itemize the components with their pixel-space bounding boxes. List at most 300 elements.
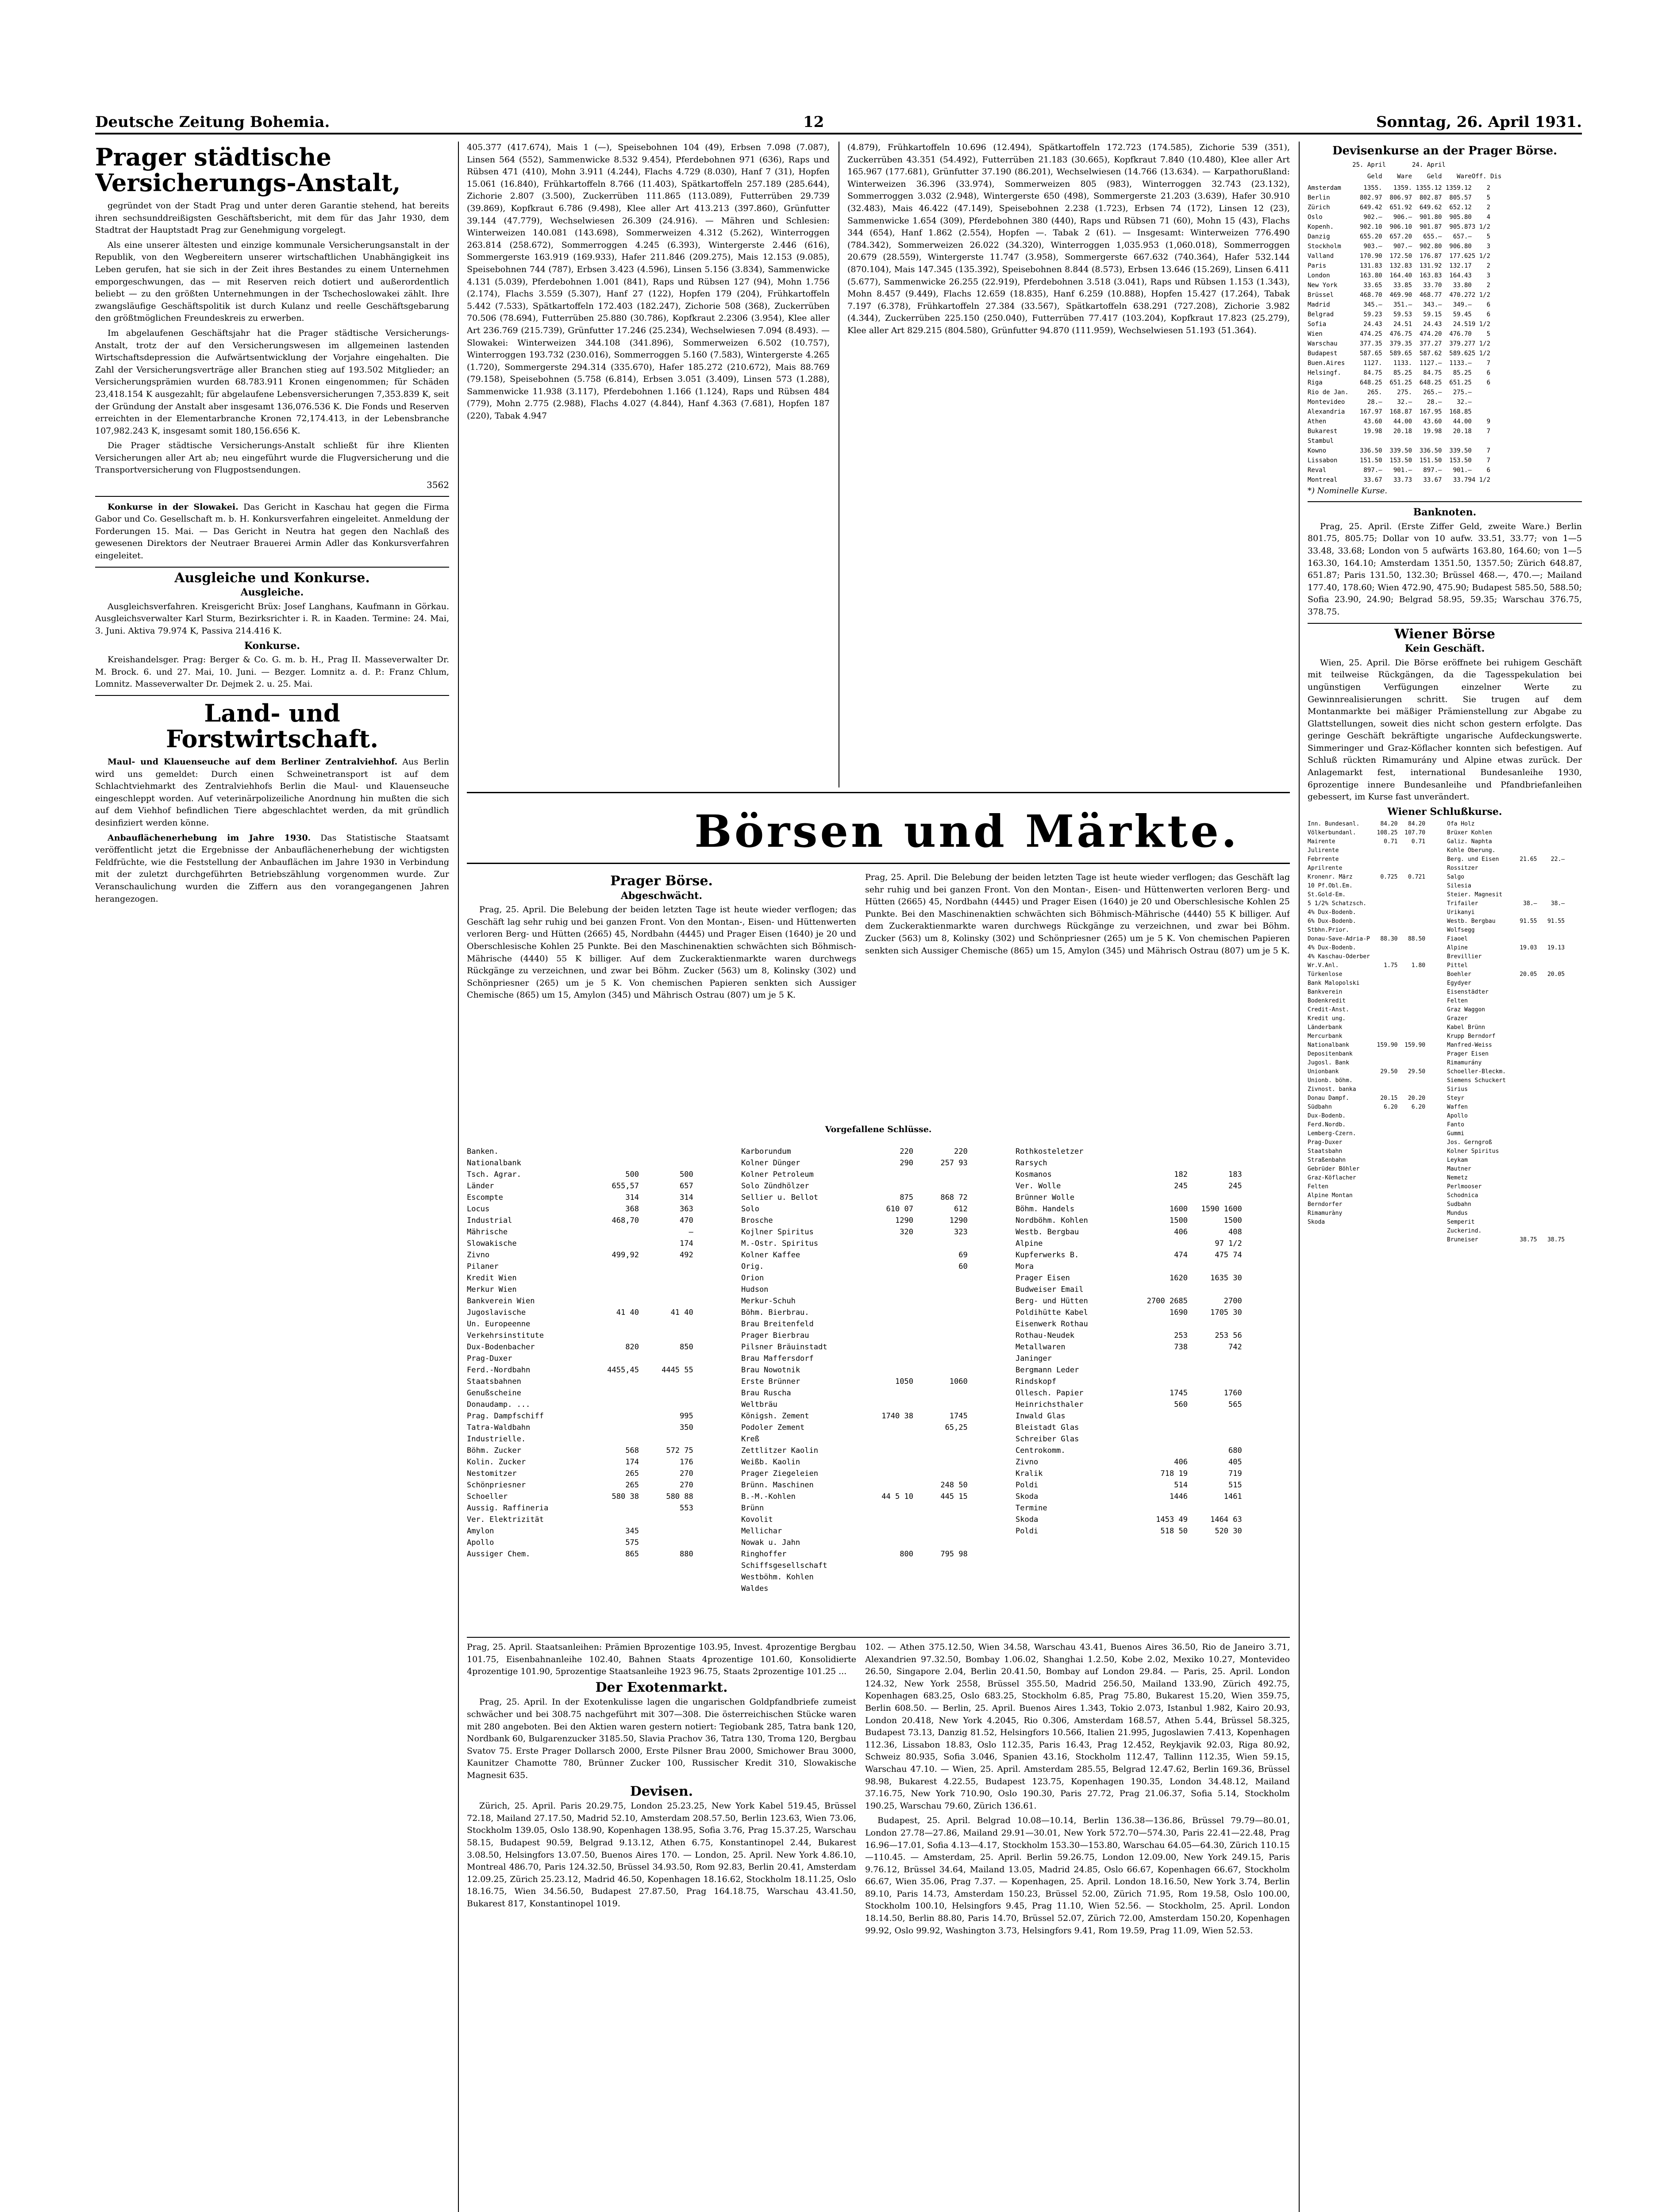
table-row: Lemberg-Czern. [1308, 1130, 1426, 1137]
table-row: Staatsbahn [1308, 1148, 1426, 1155]
table-row: 4% Kaschau-Oderber [1308, 953, 1426, 960]
table-row: 6% Dux-Bodenb. [1308, 918, 1426, 925]
prager-boerse-text-continued: Prag, 25. April. Die Belebung der beiden letzten Tage ist heute wieder verflogen; das Geschäft lag sehr ruhig und bei ganzen Front. Von den Montan-, Eisen- und Hüttenwerten verloren Berg- und Hütten (2665) 45, Nordbahn (4445) und Prager Eisen (1640) je 20 und Oberschlesische Kohlen 25 Punkte. Bei den Maschinenaktien schwächten sich Böhmisch-Mährische (4440) 55 K billiger. Auf dem Zuckeraktienmarkte waren durchwegs Rückgänge zu verzeichnen, und zwar bei Böhm. Zucker (563) um 8, Kolinsky (302) und Schönpriesner (265) um je 5 K. Von chemischen Papieren senkten sich Aussiger Chemische (865) um 15, Amylon (345) und Mährisch Ostrau (807) um je 5 K. [865, 872, 1290, 956]
table-row: Orion [741, 1274, 968, 1283]
table-row: Fanto [1447, 1121, 1565, 1129]
table-row: Ollesch. Papier 1745 1760 [1016, 1389, 1242, 1398]
table-row: Stambul [1308, 437, 1491, 445]
table-row: Aussiger Chem. 865 880 [467, 1550, 693, 1559]
table-row: Belgrad 59.23 59.53 59.15 59.45 6 [1308, 311, 1491, 318]
closing-table-industrials-2 [1016, 1146, 1290, 1632]
land-paragraph [95, 756, 449, 830]
wiener-schlusskurse-title: Wiener Schlußkurse. [1387, 806, 1502, 818]
banknoten-title: Banknoten. [1413, 507, 1477, 518]
table-row: Zürich 649.42 651.92 649.62 652.12 2 [1308, 204, 1491, 211]
table-row: Ferd.-Nordbahn 4455,45 4445 55 [467, 1366, 693, 1375]
table-row: Banken. [467, 1147, 693, 1156]
table-row: Böhm. Zucker 568 572 75 [467, 1446, 693, 1455]
divider [95, 567, 449, 568]
table-row: Pittel [1447, 962, 1565, 969]
table-row: Dux-Bodenb. [1308, 1113, 1426, 1120]
table-row: Sofia 24.43 24.51 24.43 24.519 1/2 [1308, 320, 1491, 328]
table-row: Ferd.Nordb. [1308, 1121, 1426, 1129]
table-row: Zivno 406 405 [1016, 1458, 1242, 1467]
table-row: Unionb. böhm. [1308, 1077, 1426, 1084]
table-row: Ver. Wolle 245 245 [1016, 1182, 1242, 1190]
table-row: Bodenkredit [1308, 998, 1426, 1005]
table-row: Helsingf. 84.75 85.25 84.75 85.25 6 [1308, 369, 1491, 376]
table-row: Alexandria 167.97 168.87 167.95 168.85 [1308, 408, 1491, 415]
boersen-maerkte-title: Börsen und Märkte. [694, 805, 1239, 857]
anbau-text: Das Statistische Staatsamt veröffentlicht jetzt die Ergebnisse der Anbauflächenerhebung der wichtigsten Feldfrüchte, wie die Feststellung der Anbauflächen im Jahre 1930 in Verbindung mit der zuletzt durchgeführten Betriebszählung vorgenommen wurde. Zur Veranschaulichung wurden die Ziffern aus den vorangegangenen Jahren herangezogen. [95, 833, 449, 904]
table-row: Länderbank [1308, 1024, 1426, 1031]
table-row: Poldihütte Kabel 1690 1705 30 [1016, 1308, 1242, 1317]
table-row: Urikanyi [1447, 909, 1565, 916]
table-row: Paris 131.83 132.83 131.92 132.17 2 [1308, 262, 1491, 269]
table-row: Schoeller-Bleckm. [1447, 1068, 1565, 1075]
table-row: Kolner Dünger 290 257 93 [741, 1159, 968, 1167]
wiener-boerse-subtitle: Kein Geschäft. [1404, 643, 1485, 655]
table-row: Ofa Holz [1447, 821, 1565, 828]
devisen-text: Zürich, 25. April. Paris 20.29.75, London 25.23.25, New York Kabel 519.45, Brüssel 72.18, Mailand 27.17.50, Madrid 52.10, Amsterdam 208.57.50, Berlin 123.63, Wien 73.06, Stockholm 139.05, Oslo 138.90, Kopenhagen 138.95, Sofia 3.76, Prag 15.37.25, Warschau 58.15, Budapest 90.59, Belgrad 9.13.12, Athen 6.75, Konstantinopel 2.44, Bukarest 3.08.50, Helsingfors 13.07.50, Buenos Aires 170. — London, 25. April. New York 4.86.10, Montreal 486.70, Paris 124.32.50, Brüssel 34.93.50, Rom 92.83, Berlin 20.41, Amsterdam 12.09.25, Zürich 25.23.12, Madrid 46.50, Kopenhagen 18.16.62, Stockholm 18.11.25, Oslo 18.16.75, Wien 34.56.50, Budapest 27.87.50, Prag 164.18.75, Warschau 43.41.50, Bukarest 817, Konstantinopel 1019. [467, 1801, 856, 1909]
table-row: Kolner Spiritus [1447, 1148, 1565, 1155]
header-date: Sonntag, 26. April 1931. [1376, 113, 1582, 131]
table-row: Zivno 499,92 492 [467, 1251, 693, 1260]
table-row: Merkur-Schuh [741, 1297, 968, 1306]
table-row: Rothkosteletzer [1016, 1147, 1242, 1156]
land-forst-title: Land- und Forstwirtschaft. [165, 699, 379, 753]
table-row: Kopenh. 902.10 906.10 901.87 905.873 1/2 [1308, 223, 1491, 230]
table-row: Termine [1016, 1504, 1242, 1513]
table-row: Bukarest 19.98 20.18 19.98 20.18 7 [1308, 427, 1491, 435]
ausgleiche-subtitle: Ausgleiche. [240, 587, 304, 599]
lower-left-column [467, 1641, 856, 2212]
table-row: Metallwaren 738 742 [1016, 1343, 1242, 1352]
article-title-versicherung: Prager städtische Versicherungs-Anstalt, [95, 143, 401, 197]
table-row: Mellichar [741, 1527, 968, 1536]
table-row: Bergmann Leder [1016, 1366, 1242, 1375]
table-row: Zuckerind. [1447, 1228, 1565, 1235]
table-row: 4% Dux-Bodenb. [1308, 945, 1426, 952]
column-2-top [467, 142, 830, 787]
table-row: Erste Brünner 1050 1060 [741, 1377, 968, 1386]
table-row: Febrrente [1308, 856, 1426, 863]
table-row: Nationalbank 159.90 159.90 [1308, 1042, 1426, 1049]
table-row: Jugoslavische 41 40 41 40 [467, 1308, 693, 1317]
table-row: Industrial 468,70 470 [467, 1216, 693, 1225]
table-row: Orig. 60 [741, 1262, 968, 1271]
table-row: Salgo [1447, 874, 1565, 881]
wiener-schlusskurse-tables [1308, 820, 1582, 1616]
table-row: Pilsner Bräuinstadt [741, 1343, 968, 1352]
table-row: Steyr [1447, 1095, 1565, 1102]
table-row: Solo Zündhölzer [741, 1182, 968, 1190]
table-row: Aussig. Raffineria 553 [467, 1504, 693, 1513]
table-row: Merkur Wien [467, 1285, 693, 1294]
table-row: Buen.Aires 1127. 1133. 1127.— 1133.— 7 [1308, 359, 1491, 367]
table-row: Brevillier [1447, 953, 1565, 960]
table-row: Jos. Gerngroß [1447, 1139, 1565, 1146]
table-row: Südbahn 6.20 6.20 [1308, 1104, 1426, 1111]
table-row: Weltbräu [741, 1400, 968, 1409]
table-row: Kronenr. März 0.725 0.721 [1308, 874, 1426, 881]
table-row: Fiaoel [1447, 936, 1565, 943]
paragraph: Im abgelaufenen Geschäftsjahr hat die Prager städtische Versicherungs-Anstalt, trotz der auf den Versicherungswesen im allgemeinen lastenden Wirtschaftsdepression die Aufwärtsentwicklung der Vorjahre eingehalten. Die Zahl der Versicherungsverträge aller Branchen stieg auf 193.502 Mitglieder; an Versicherungsprämien wurden 68.783.911 Kronen eingenommen; für Schäden 23,418.154 K ausgezahlt; für abgelaufene Lebensversicherungen 7,353.839 K, seit der Gründung der Anstalt aber insgesamt 136,076.536 K. Die Fonds und Reserven erreichten in der Elementarbranche Kronen 72,174.413, in der Lebensbranche 107,982.243 K, insgesamt somit 180,156.656 K. [95, 328, 449, 436]
table-row: Dux-Bodenbacher 820 850 [467, 1343, 693, 1352]
table-row: Jugosl. Bank [1308, 1060, 1426, 1067]
table-row: Athen 43.60 44.00 43.60 44.00 9 [1308, 418, 1491, 425]
table-row: Rindskopf [1016, 1377, 1242, 1386]
table-row: 4% Dux-Bodenb. [1308, 909, 1426, 916]
table-row: Inn. Bundesanl. 84.20 84.20 [1308, 821, 1426, 828]
table-row: Zettlitzer Kaolin [741, 1446, 968, 1455]
table-row: Bruneiser 38.75 38.75 [1447, 1237, 1565, 1244]
devisenkurse-date-row: 25. April 24. April [1308, 161, 1472, 169]
table-row: Pilaner [467, 1262, 693, 1271]
table-row: Mährische — [467, 1228, 693, 1237]
section-rule [467, 792, 1290, 793]
table-row: Julirente [1308, 847, 1426, 854]
table-row: Alpine Montan [1308, 1192, 1426, 1199]
table-row: Sirius [1447, 1086, 1565, 1093]
table-row: Brünn. Maschinen 248 50 [741, 1481, 968, 1490]
table-row: Hudson [741, 1285, 968, 1294]
table-row: Siemens Schuckert [1447, 1077, 1565, 1084]
table-row: Aprilrente [1308, 865, 1426, 872]
table-row: Westböhm. Kohlen [741, 1573, 968, 1582]
column-1 [95, 142, 449, 2212]
table-row: Völkerbundanl. 108.25 107.70 [1308, 830, 1426, 837]
table-row: Rossitzer [1447, 865, 1565, 872]
table-row: Prager Ziegeleien [741, 1469, 968, 1478]
table-row: Un. Europeenne [467, 1320, 693, 1329]
table-row: Felten [1308, 1183, 1426, 1190]
newspaper-page [95, 111, 1582, 2212]
table-row: Reval 897.— 901.— 897.— 901.— 6 [1308, 466, 1491, 474]
land-subtitle: Maul- und Klauenseuche auf dem Berliner Zentralviehhof. [108, 757, 398, 767]
right-column [1308, 142, 1582, 2212]
table-row: Inwald Glas [1016, 1412, 1242, 1421]
table-row: Donau-Save-Adria-P 88.30 88.50 [1308, 936, 1426, 943]
ausgleiche-text: Ausgleichsverfahren. Kreisgericht Brüx: Josef Langhans, Kaufmann in Görkau. Ausgleichsverwalter Karl Sturm, Bezirksrichter i. R. in Kaaden. Termine: 24. Mai, 3. Juni. Aktiva 79.974 K, Passiva 214.416 K. [95, 601, 449, 636]
konkurse-subtitle: Konkurse. [244, 640, 300, 652]
table-row: Kowno 336.50 339.50 336.50 339.50 7 [1308, 447, 1491, 454]
table-row: Oslo 902.— 906.— 901.80 905.80 4 [1308, 213, 1491, 221]
table-row: Egydyer [1447, 980, 1565, 987]
table-row: Westb. Bergbau 91.55 91.55 [1447, 918, 1565, 925]
table-row: Kolner Petroleum [741, 1170, 968, 1179]
table-row: Nowak u. Jahn [741, 1538, 968, 1547]
table-row: Manfred-Weiss [1447, 1042, 1565, 1049]
table-row: Karborundum 220 220 [741, 1147, 968, 1156]
table-row: Amsterdam 1355. 1359. 1355.12 1359.12 2 [1308, 184, 1491, 192]
table-row: Brau Maffersdorf [741, 1354, 968, 1363]
table-row: Berlin 802.97 806.97 802.87 805.57 5 [1308, 194, 1491, 201]
divider [1308, 623, 1582, 624]
table-row: Skoda [1308, 1219, 1426, 1226]
table-row: Mautner [1447, 1166, 1565, 1173]
table-row: Krupp Berndorf [1447, 1033, 1565, 1040]
anbau-title: Anbauflächenerhebung im Jahre 1930. [108, 833, 311, 843]
table-row: Donau Dampf. 20.15 20.20 [1308, 1095, 1426, 1102]
table-row: Eisenstädter [1447, 989, 1565, 996]
table-row: Felten [1447, 998, 1565, 1005]
devisenkurse-title: Devisenkurse an der Prager Börse. [1332, 144, 1558, 157]
lower-right-column [865, 1641, 1290, 2212]
schluesse-title: Vorgefallene Schlüsse. [825, 1125, 932, 1134]
table-row: Alpine 19.03 19.13 [1447, 945, 1565, 952]
table-row: Tatra-Waldbahn 350 [467, 1423, 693, 1432]
table-row: Waldes [741, 1584, 968, 1593]
signoff-number: 3562 [427, 480, 449, 491]
table-row: Mora [1016, 1262, 1242, 1271]
table-row: Boehler 20.05 20.05 [1447, 971, 1565, 978]
wien-table-left [1308, 820, 1443, 1227]
column-3-top [847, 142, 1290, 787]
table-row: Montevideo 28.— 32.— 28.— 32.— [1308, 398, 1491, 406]
divider [1308, 501, 1582, 502]
table-row: Rothau-Neudek 253 253 56 [1016, 1331, 1242, 1340]
divider [95, 695, 449, 696]
wien-table-right [1447, 820, 1582, 1244]
column-rule [458, 142, 459, 2212]
table-row: Locus 368 363 [467, 1205, 693, 1214]
prager-boerse-article [467, 872, 856, 1119]
table-row: Brüssel 468.70 469.90 468.77 470.272 1/2 [1308, 291, 1491, 299]
table-row: Mairente 0.71 0.71 [1308, 838, 1426, 845]
wiener-boerse-text: Wien, 25. April. Die Börse eröffnete bei ruhigem Geschäft mit teilweise Rückgängen, da die Tagesspekulation bei ungünstigen Verfügungen einzelner Werte zu Gewinnrealisierungen schritt. Sie trugen auf dem Montanmarkte bei mäßiger Prämienstellung zur Abgabe zu Glattstellungen, soweit dies nicht schon gestern erfolgte. Das geringe Geschäft bekräftigte ungarische Aufdeckungswerte. Simmeringer und Graz-Köflacher konnten sich befestigen. Auf Schluß rückten Rimamurány und Alpine etwas zurück. Der Anlagemarkt fest, international Bundesanleihe 1930, 6prozentige innere Bundesanleihe und Pfandbriefanleihen gebessert, im Kurse fast unverändert. [1308, 657, 1582, 802]
table-row: Schiffsgesellschaft [741, 1561, 968, 1570]
table-row: Nemetz [1447, 1175, 1565, 1182]
table-row: London 163.80 164.40 163.83 164.43 3 [1308, 272, 1491, 279]
schluesse-heading [467, 1124, 1290, 1141]
table-row: Brau Ruscha [741, 1389, 968, 1398]
table-row: Mundus [1447, 1210, 1565, 1217]
table-row: Apollo 575 [467, 1538, 693, 1547]
table-row: Stockholm 903.— 907.— 902.80 906.80 3 [1308, 242, 1491, 250]
section-rule [467, 863, 1290, 864]
wiener-boerse-title: Wiener Börse [1394, 626, 1495, 642]
table-row: Warschau 377.35 379.35 377.27 379.277 1/2 [1308, 340, 1491, 347]
konkurse-slowakei-text: Das Gericht in Kaschau hat gegen die Firma Gabor und Co. Gesellschaft m. b. H. Konkursverfahren eingeleitet. Anmeldung der Forderungen 15. Mai. — Das Gericht in Neutra hat gegen den Nachlaß des gewesenen Direktors der Neutraer Brauerei Armin Adler das Konkursverfahren eingeleitet. [95, 502, 449, 561]
table-row: Slowakische 174 [467, 1239, 693, 1248]
table-row: Silesia [1447, 883, 1565, 890]
table-row: Westb. Bergbau 406 408 [1016, 1228, 1242, 1237]
exotenmarkt-title: Der Exotenmarkt. [595, 1679, 728, 1695]
table-row: Nationalbank [467, 1159, 693, 1167]
table-row: Poldi 518 50 520 30 [1016, 1527, 1242, 1536]
table-row: Böhm. Bierbrau. [741, 1308, 968, 1317]
table-row: Graz-Köflacher [1308, 1175, 1426, 1182]
table-row: Madrid 345.— 351.— 343.— 349.— 6 [1308, 301, 1491, 308]
table-row: Grazer [1447, 1015, 1565, 1022]
table-row: Montreal 33.67 33.73 33.67 33.794 1/2 [1308, 476, 1491, 484]
table-row: Graz Waggon [1447, 1006, 1565, 1014]
exotenmarkt-text: Prag, 25. April. In der Exotenkulisse lagen die ungarischen Goldpfandbriefe zumeist schwächer und bei 308.75 nachgeführt mit 307—308. Die österreichischen Stücke waren mit 280 angeboten. Bei den Aktien waren gestern notiert: Tegiobank 285, Tatra bank 120, Nordbank 60, Bulgarenzucker 3185.50, Slavia Prachov 36, Tatra 130, Troma 120, Bergbau Svatov 75. Erste Prager Dollarsch 2000, Erste Pilsner Brau 2000, Smichower Brau 3000, Kaunitzer Chamotte 780, Brünner Zucker 100, Russischer Kredit 310, Slowakische Magnesit 635. [467, 1697, 856, 1780]
table-row: Galiz. Naphta [1447, 838, 1565, 845]
table-row: Nestomitzer 265 270 [467, 1469, 693, 1478]
table-row: Schodnica [1447, 1192, 1565, 1199]
table-row: Böhm. Handels 1600 1590 1600 [1016, 1205, 1242, 1214]
table-row: Prag. Dampfschiff 995 [467, 1412, 693, 1421]
table-row: Berg- und Hütten 2700 2685 2700 [1016, 1297, 1242, 1306]
table-row: Stbhn.Prior. [1308, 927, 1426, 934]
table-row: Brünn [741, 1504, 968, 1513]
table-row: Brüxer Kohlen [1447, 830, 1565, 837]
table-row: Budapest 587.65 589.65 587.62 589.625 1/2 [1308, 349, 1491, 357]
table-row: Zivnost. banka [1308, 1086, 1426, 1093]
table-row: Solo 610 07 612 [741, 1205, 968, 1214]
table-row: Bleistadt Glas [1016, 1423, 1242, 1432]
table-row: Depositenbank [1308, 1051, 1426, 1058]
table-row: Brau Nowotnik [741, 1366, 968, 1375]
table-row: Prag-Duxer [467, 1354, 693, 1363]
table-row: Nordböhm. Kohlen 1500 1500 [1016, 1216, 1242, 1225]
page-header [95, 111, 1582, 134]
anbau-figures-2: (4.879), Frühkartoffeln 10.696 (12.494), Spätkartoffeln 172.723 (174.585), Zichorie 539 (351), Zuckerrüben 43.351 (54.492), Futterrüben 21.183 (30.665), Kopfkraut 7.840 (10.480), Klee aller Art 165.967 (177.681), Grünfutter 37.190 (86.201), Wechselwiesen (14.766 (13.634). — Karpathorußland: Winterweizen 36.396 (33.974), Sommerweizen 805 (983), Winterroggen 32.743 (23.132), Sommerroggen 3.032 (2.948), Wintergerste 650 (498), Sommergerste 21.203 (3.639), Hafer 30.910 (32.483), Mais 46.422 (47.149), Speisebohnen 2.238 (1.723), Erbsen 74 (172), Linsen 12 (23), Sammenwicke 1.654 (309), Pferdebohnen 380 (440), Raps und Rübsen 71 (60), Mohn 15 (43), Flachs 344 (654), Hanf 1.862 (2.554), Hopfen —. Tabak 2 (61). — Insgesamt: Winterweizen 776.490 (784.342), Sommerweizen 26.022 (34.320), Winterroggen 1,035.953 (1,060.018), Sommerroggen 20.679 (28.559), Wintergerste 11.747 (3.958), Sommergerste 667.632 (740.364), Hafer 532.144 (870.104), Mais 147.345 (135.392), Speisebohnen 8.844 (8.573), Erbsen 13.646 (15.269), Linsen 6.411 (5.677), Sammenwicke 26.255 (22.919), Pferdebohnen 3.518 (3.041), Raps und Rübsen 1.153 (1.343), Mohn 8.457 (9.449), Flachs 12.659 (18.835), Hanf 6.259 (10.888), Hopfen 15.427 (17.264), Tabak 7.197 (6.378), Frühkartoffeln 27.384 (33.567), Spätkartoffeln 638.291 (727.208), Zichorie 3.982 (4.344), Zuckerrüben 225.150 (250.040), Futterrüben 77.417 (103.204), Kopfkraut 17.823 (25.279), Klee aller Art 829.215 (804.580), Grünfutter 94.870 (111.959), Wechselwiesen 51.193 (51.364). [847, 142, 1290, 335]
table-row: Mercurbank [1308, 1033, 1426, 1040]
table-row: Unionbank 29.50 29.50 [1308, 1068, 1426, 1075]
table-row: Wr.V.Anl. 1.75 1.80 [1308, 962, 1426, 969]
table-row: Rarsych [1016, 1159, 1242, 1167]
table-row: Kolin. Zucker 174 176 [467, 1458, 693, 1467]
staatsanleihen-text: Prag, 25. April. Staatsanleihen: Prämien Bprozentige 103.95, Invest. 4prozentige Bergbau 101.75, Eisenbahnanleihe 102.40, Bahnen Staats 4prozentige 101.60, Konsolidierte 4prozentige 101.90, 5prozentige Staatsanleihe 1923 96.75, Staats 2prozentige 101.25 ... [467, 1642, 856, 1677]
table-row: Kredit ung. [1308, 1015, 1426, 1022]
table-row: Gummi [1447, 1130, 1565, 1137]
anbau-paragraph [95, 832, 449, 906]
devisen-title: Devisen. [630, 1783, 693, 1799]
table-row: Industrielle. [467, 1435, 693, 1444]
table-row: Valland 170.90 172.50 176.87 177.625 1/2 [1308, 252, 1491, 260]
table-row: Berndorfer [1308, 1201, 1426, 1208]
devisenkurse-table [1308, 160, 1582, 485]
table-row: Escompte 314 314 [467, 1193, 693, 1202]
table-row: Ringhoffer 800 795 98 [741, 1550, 968, 1559]
table-row: Donaudamp. ... [467, 1400, 693, 1409]
table-row: Kabel Brünn [1447, 1024, 1565, 1031]
table-row: St.Gold-Em. [1308, 891, 1426, 899]
header-page-number: 12 [803, 113, 824, 131]
devisenkurse-column-headers: Geld Ware Geld WareOff. Dis [1308, 173, 1502, 180]
table-row: Schoeller 580 38 580 88 [467, 1492, 693, 1501]
table-row: B.-M.-Kohlen 44 5 10 445 15 [741, 1492, 968, 1501]
prager-boerse-continued [865, 872, 1290, 1119]
table-row: 5 1/2% Schatzsch. [1308, 900, 1426, 907]
table-row: Amylon 345 [467, 1527, 693, 1536]
prager-boerse-text: Prag, 25. April. Die Belebung der beiden letzten Tage ist heute wieder verflogen; das Geschäft lag sehr ruhig und bei ganzen Front. Von den Montan-, Eisen- und Hüttenwerten verloren Berg- und Hütten (2665) 45, Nordbahn (4445) und Prager Eisen (1640) je 20 und Oberschlesische Kohlen 25 Punkte. Bei den Maschinenaktien schwächten sich Böhmisch-Mährische (4440) 55 K billiger. Auf dem Zuckeraktienmarkte waren durchwegs Rückgänge zu verzeichnen, und zwar bei Böhm. Zucker (563) um 8, Kolinsky (302) und Schönpriesner (265) um je 5 K. Von chemischen Papieren senkten sich Aussiger Chemische (865) um 15, Amylon (345) und Mährisch Ostrau (807) um je 5 K. [467, 905, 856, 1000]
table-row: Skoda 1453 49 1464 63 [1016, 1515, 1242, 1524]
table-row: Weißb. Kaolin [741, 1458, 968, 1467]
table-row: Rimamuràny [1308, 1210, 1426, 1217]
table-row: Prag-Duxer [1308, 1139, 1426, 1146]
table-row: Brünner Wolle [1016, 1193, 1242, 1202]
table-row: Königsh. Zement 1740 38 1745 [741, 1412, 968, 1421]
table-row: Podoler Zement 65,25 [741, 1423, 968, 1432]
table-row: Skoda 1446 1461 [1016, 1492, 1242, 1501]
table-row: Schönpriesner 265 270 [467, 1481, 693, 1490]
table-row: Kupferwerks B. 474 475 74 [1016, 1251, 1242, 1260]
prager-boerse-title: Prager Börse. [610, 873, 713, 889]
table-row: Sellier u. Bellot 875 868 72 [741, 1193, 968, 1202]
konkurse-text: Kreishandelsger. Prag: Berger & Co. G. m. b. H., Prag II. Masseverwalter Dr. M. Brock. 6. und 27. Mai, 10. Juni. — Bezger. Lomnitz a. d. P.: Franz Chlum, Lomnitz. Masseverwalter Dr. Dejmek 2. u. 25. Mai. [95, 655, 449, 689]
table-row: Centrokomm. 680 [1016, 1446, 1242, 1455]
table-row: Prager Eisen 1620 1635 30 [1016, 1274, 1242, 1283]
table-row: 10 Pf.Obl.Em. [1308, 883, 1426, 890]
table-row: New York 33.65 33.85 33.70 33.80 2 [1308, 281, 1491, 289]
land-text: Aus Berlin wird uns gemeldet: Durch einen Schweinetransport ist auf dem Schlachtviehmarkt des Zentralviehhofs Berlin die Maul- und Klauenseuche eingeschleppt worden. Auf veterinärpolizeiliche Anordnung hin mußten die sich auf dem Viehhof befindlichen Tiere abgeschlachtet werden, da mit gründlich desinfiziert werden könne. [95, 757, 449, 828]
table-row: Kovolit [741, 1515, 968, 1524]
table-row: Ver. Elektrizität [467, 1515, 693, 1524]
header-newspaper-name: Deutsche Zeitung Bohemia. [95, 113, 330, 131]
table-row: Kolner Kaffee 69 [741, 1251, 968, 1260]
closing-table-banks [467, 1146, 732, 1632]
table-row: Prager Bierbrau [741, 1331, 968, 1340]
table-row: Trifailer 38.— 38.— [1447, 900, 1565, 907]
table-row: Staatsbahnen [467, 1377, 693, 1386]
ausgleiche-title: Ausgleiche und Konkurse. [174, 570, 370, 586]
table-row: Brosche 1290 1290 [741, 1216, 968, 1225]
table-row: Lissabon 151.50 153.50 151.50 153.50 7 [1308, 457, 1491, 464]
table-row: Straßenbahn [1308, 1157, 1426, 1164]
table-row: Türkenlose [1308, 971, 1426, 978]
table-row: Schreiber Glas [1016, 1435, 1242, 1444]
table-row: Kreß [741, 1435, 968, 1444]
table-row: Bankverein [1308, 989, 1426, 996]
table-row: Waffen [1447, 1104, 1565, 1111]
table-row: Bank Malopolski [1308, 980, 1426, 987]
devisenkurse-footnote: *) Nominelle Kurse. [1308, 486, 1388, 495]
table-row: Prager Eisen [1447, 1051, 1565, 1058]
table-row: Apollo [1447, 1113, 1565, 1120]
table-row: Verkehrsinstitute [467, 1331, 693, 1340]
table-row: Tsch. Agrar. 500 500 [467, 1170, 693, 1179]
table-row: Janinger [1016, 1354, 1242, 1363]
table-row: Länder 655,57 657 [467, 1182, 693, 1190]
table-row: Credit-Anst. [1308, 1006, 1426, 1014]
column-rule [1299, 142, 1300, 2212]
banknoten-text: Prag, 25. April. (Erste Ziffer Geld, zweite Ware.) Berlin 801.75, 805.75; Dollar von 10 aufw. 33.51, 33.77; von 1—5 33.48, 33.68; London von 5 aufwärts 163.80, 164.60; von 1—5 163.30, 164.10; Amsterdam 1351.50, 1357.50; Zürich 648.87, 651.87; Paris 131.50, 132.30; Brüssel 468.—, 470.—; Mailand 177.40, 178.60; Wien 472.90, 475.90; Budapest 585.50, 588.50; Sofia 23.90, 24.90; Belgrad 58.95, 59.35; Warschau 376.75, 378.75. [1308, 521, 1582, 617]
table-row: Steier. Magnesit [1447, 891, 1565, 899]
konkurse-slowakei-title: Konkurse in der Slowakei. [108, 502, 239, 512]
table-row: Wien 474.25 476.75 474.20 476.70 5 [1308, 330, 1491, 338]
table-row: Leykam [1447, 1157, 1565, 1164]
table-row: Bankverein Wien [467, 1297, 693, 1306]
table-row: Brau Breitenfeld [741, 1320, 968, 1329]
table-row: Semperit [1447, 1219, 1565, 1226]
paragraph: Als eine unserer ältesten und einzige kommunale Versicherungsanstalt in der Republik, von den Wegbereitern unserer wirtschaftlichen Unabhängigkeit ins Leben gerufen, hat sie sich in der Zeit ihres Bestandes zu einem Unternehmen emporgeschwungen, das — mit Reserven reich dotiert und außerordentlich beliebt — zu den größten Unternehmungen in der Tschechoslowakei zählt. Ihre zwangsläufige Geschäftspolitik ist durch Kulanz und reelle Geschäftsgebarung den größtmöglichen Freundeskreis zu erwerben. [95, 240, 449, 323]
table-row: Kredit Wien [467, 1274, 693, 1283]
table-row: Heinrichsthaler 560 565 [1016, 1400, 1242, 1409]
table-row: Kralik 718 19 719 [1016, 1469, 1242, 1478]
table-row: Riga 648.25 651.25 648.25 651.25 6 [1308, 379, 1491, 386]
table-row: Kojlner Spiritus 320 323 [741, 1228, 968, 1237]
table-row: Gebrüder Böhler [1308, 1166, 1426, 1173]
divider [95, 496, 449, 497]
konkurse-slowakei [95, 501, 449, 562]
prager-boerse-subtitle: Abgeschwächt. [620, 890, 702, 902]
table-row: Berg. und Eisen 21.65 22.— [1447, 856, 1565, 863]
closing-table-industrials [741, 1146, 1007, 1632]
section-rule [467, 1637, 1290, 1638]
table-row: M.-Ostr. Spiritus [741, 1239, 968, 1248]
table-row: Alpine 97 1/2 [1016, 1239, 1242, 1248]
devisen-foreign-text-2: Budapest, 25. April. Belgrad 10.08—10.14, Berlin 136.38—136.86, Brüssel 79.79—80.01, London 27.78—27.86, Mailand 29.91—30.01, New York 572.70—574.30, Paris 22.41—22.48, Prag 16.96—17.01, Sofia 4.13—4.17, Stockholm 153.30—153.80, Warschau 64.05—64.30, Zürich 110.15—110.45. — Amsterdam, 25. April. Berlin 59.26.75, London 12.09.00, New York 249.15, Paris 9.76.12, Brüssel 34.64, Mailand 13.05, Madrid 24.85, Oslo 66.67, Kopenhagen 66.67, Stockholm 66.67, Wien 35.06, Prag 7.37. — Kopenhagen, 25. April. London 18.16.50, New York 3.74, Berlin 89.10, Paris 14.73, Amsterdam 150.23, Brüssel 52.00, Zürich 71.95, Rom 19.58, Oslo 100.00, Stockholm 100.10, Helsingfors 9.45, Prag 11.10, Wien 52.56. — Stockholm, 25. April. London 18.14.50, Berlin 88.80, Paris 14.70, Brüssel 52.07, Zürich 72.00, Amsterdam 150.20, Kopenhagen 99.92, Oslo 99.92, Washington 3.73, Helsingfors 9.41, Rom 19.59, Prag 11.09, Wien 52.53. [865, 1816, 1290, 1936]
table-row: Rimamurány [1447, 1060, 1565, 1067]
anbau-figures-1: 405.377 (417.674), Mais 1 (—), Speisebohnen 104 (49), Erbsen 7.098 (7.087), Linsen 564 (552), Sammenwicke 8.532 9.454), Pferdebohnen 971 (636), Raps und Rübsen 471 (410), Mohn 3.911 (4.244), Flachs 4.729 (8.030), Hanf 7 (31), Hopfen 15.061 (16.840), Frühkartoffeln 8.766 (11.403), Spätkartoffeln 257.189 (285.644), Zichorie 2.807 (3.500), Zuckerrüben 111.865 (113.089), Futterrüben 29.739 (39.869), Kopfkraut 6.786 (9.498), Klee aller Art 413.213 (397.860), Grünfutter 39.144 (47.779), Wechselwiesen 26.309 (24.916). — Mähren und Schlesien: Winterweizen 140.081 (143.698), Sommerweizen 4.312 (5.262), Winterroggen 263.814 (258.672), Sommerroggen 4.245 (6.393), Wintergerste 2.446 (616), Sommergerste 163.919 (169.933), Hafer 211.846 (209.275), Mais 12.153 (9.085), Speisebohnen 744 (787), Erbsen 3.423 (4.596), Linsen 5.156 (3.834), Sammenwicke 4.131 (5.039), Pferdebohnen 1.001 (841), Raps und Rübsen 127 (94), Mohn 1.756 (2.174), Flachs 3.559 (5.307), Hanf 27 (122), Hopfen 179 (204), Frühkartoffeln 5.442 (7.533), Spätkartoffeln 172.403 (182.247), Zichorie 508 (368), Zuckerrüben 70.506 (78.694), Futterrüben 25.880 (30.786), Kopfkraut 2.2306 (3.954), Klee aller Art 236.769 (215.739), Grünfutter 17.246 (25.234), Wechselwiesen 7.094 (8.493). — Slowakei: Winterweizen 344.108 (341.896), Sommerweizen 6.502 (10.757), Winterroggen 193.732 (230.016), Sommerroggen 5.160 (7.583), Wintergerste 4.265 (1.720), Sommergerste 294.314 (335.670), Hafer 185.272 (210.672), Mais 88.769 (79.158), Speisebohnen (5.758 (6.814), Erbsen 3.051 (3.409), Linsen 573 (1.288), Sammenwicke 11.938 (3.117), Pferdebohnen 1.166 (1.124), Raps und Rübsen 484 (779), Mohn 2.775 (2.988), Flachs 4.027 (4.844), Hanf 4.363 (7.681), Hopfen 187 (220), Tabak 4.947 [467, 142, 830, 421]
paragraph: Die Prager städtische Versicherungs-Anstalt schließt für ihre Klienten Versicherungen aller Art ab; neu eingeführt wurde die Flugversicherung und die Transportversicherung von Flugpostsendungen. [95, 441, 449, 475]
table-row: Wolfsegg [1447, 927, 1565, 934]
table-row: Danzig 655.20 657.20 655.— 657.— 5 [1308, 233, 1491, 240]
